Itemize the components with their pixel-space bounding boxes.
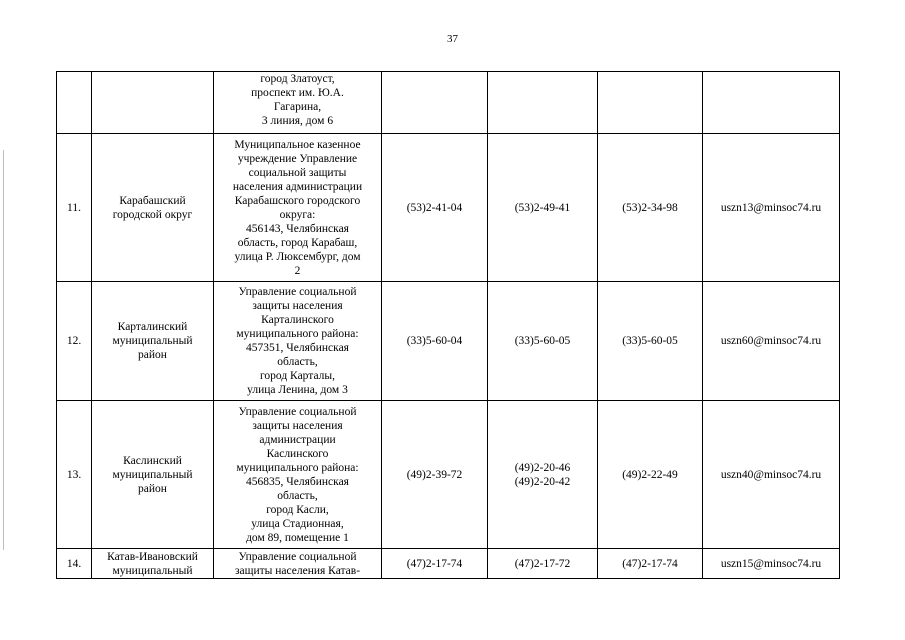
- table-row: [57, 134, 840, 282]
- district-name: Катав-Ивановский муниципальный: [92, 549, 214, 579]
- phone-2: [488, 72, 598, 134]
- phone-1: (33)5-60-04: [382, 282, 488, 401]
- email-cell: uszn40@minsoc74.ru: [703, 401, 840, 549]
- email-cell: uszn60@minsoc74.ru: [703, 282, 840, 401]
- district-name: Каслинский муниципальный район: [92, 401, 214, 549]
- phone-1: (47)2-17-74: [382, 549, 488, 579]
- phone-1: [382, 72, 488, 134]
- email-cell: [703, 72, 840, 134]
- row-number: 13.: [57, 401, 92, 549]
- district-name: Карталинский муниципальный район: [92, 282, 214, 401]
- email-cell: uszn13@minsoc74.ru: [703, 134, 840, 282]
- phone-2: (33)5-60-05: [488, 282, 598, 401]
- row-number: [57, 72, 92, 134]
- phone-1: (49)2-39-72: [382, 401, 488, 549]
- table-row: [57, 401, 840, 549]
- scan-edge-mark: [3, 150, 4, 550]
- contacts-table: [56, 71, 840, 579]
- phone-2: (53)2-49-41: [488, 134, 598, 282]
- district-name: Карабашский городской округ: [92, 134, 214, 282]
- address-cell: Управление социальной защиты населения Карталинского муниципального района: 457351, Челябинская область, город Карталы, улица Ленина, дом 3: [214, 282, 382, 401]
- row-number: 11.: [57, 134, 92, 282]
- address-cell: Муниципальное казенное учреждение Управление социальной защиты населения администрации Карабашского городского округа: 456143, Челябинская область, город Карабаш, улица Р. Люксембург, дом 2: [214, 134, 382, 282]
- address-cell: Управление социальной защиты населения администрации Каслинского муниципального района: 456835, Челябинская область, город Касли, улица Стадионная, дом 89, помещение 1: [214, 401, 382, 549]
- phone-3: [598, 72, 703, 134]
- table-row: [57, 72, 840, 134]
- phone-3: (47)2-17-74: [598, 549, 703, 579]
- district-name: [92, 72, 214, 134]
- phone-2: (49)2-20-46 (49)2-20-42: [488, 401, 598, 549]
- phone-3: (53)2-34-98: [598, 134, 703, 282]
- page-number: 37: [447, 33, 458, 45]
- table-row: [57, 282, 840, 401]
- address-cell: Управление социальной защиты населения Катав-: [214, 549, 382, 579]
- phone-1: (53)2-41-04: [382, 134, 488, 282]
- row-number: 12.: [57, 282, 92, 401]
- phone-2: (47)2-17-72: [488, 549, 598, 579]
- phone-3: (33)5-60-05: [598, 282, 703, 401]
- email-cell: uszn15@minsoc74.ru: [703, 549, 840, 579]
- address-cell: город Златоуст, проспект им. Ю.А. Гагарина, 3 линия, дом 6: [214, 72, 382, 134]
- phone-3: (49)2-22-49: [598, 401, 703, 549]
- table-row: [57, 549, 840, 579]
- row-number: 14.: [57, 549, 92, 579]
